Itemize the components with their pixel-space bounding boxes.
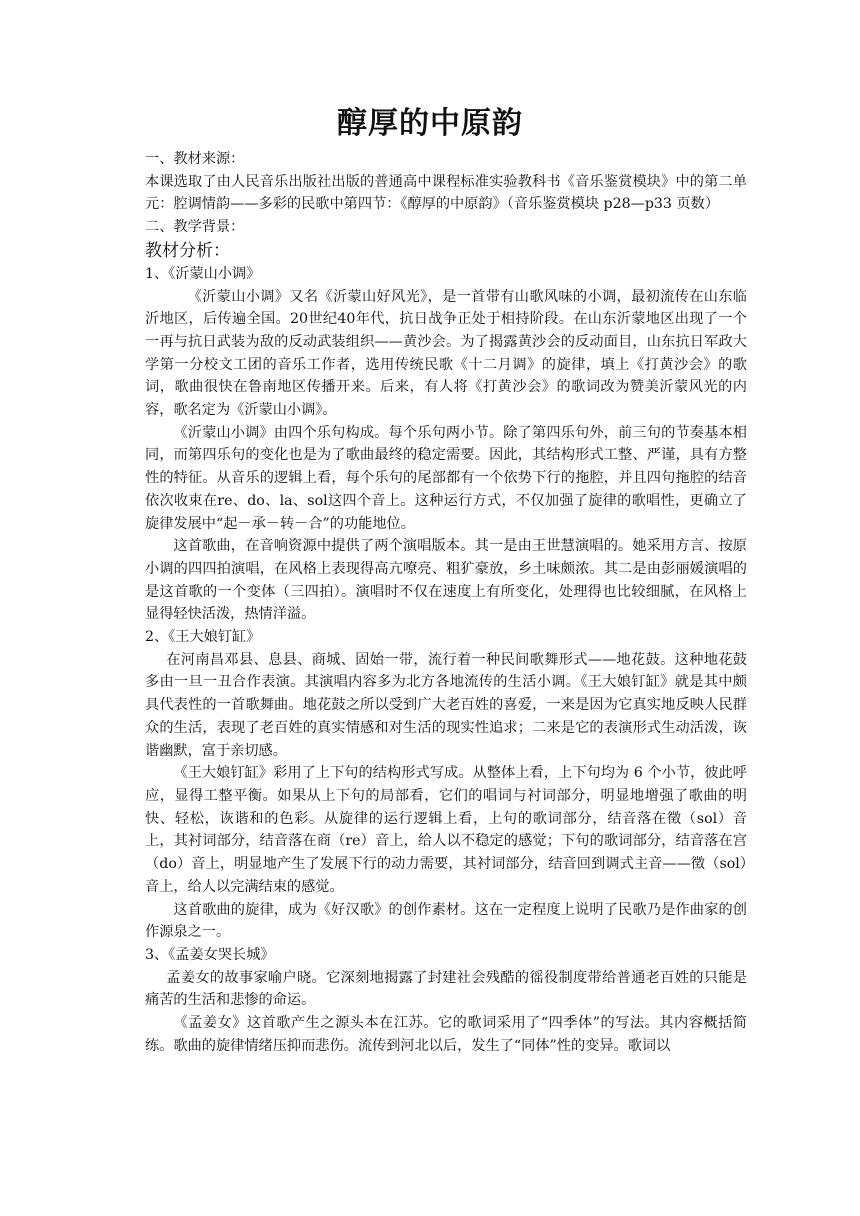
page-title: 醇厚的中原韵 (337, 106, 523, 141)
paragraph: 这首歌曲的旋律，成为《好汉歌》的创作素材。这在一定程度上说明了民歌乃是作曲家的创作源泉之一。 (145, 901, 747, 941)
paragraph: 在河南昌邓县、息县、商城、固始一带，流行着一种民间歌舞形式——地花鼓。这种地花鼓多由一旦一丑合作表演。其演唱内容多为北方各地流传的生活小调。《王大娘钉缸》就是其中颇具代表性的一首歌舞曲。地花鼓之所以受到广大老百姓的喜爱，一来是因为它真实地反映人民群众的生活，表现了老百姓的真实情感和对生活的现实性追求；二来是它的表演形式生动活泼，诙谐幽默，富于亲切感。 (145, 651, 747, 759)
source-paragraph: 本课选取了由人民音乐出版社出版的普通高中课程标准实验教科书《音乐鉴赏模块》中的第二单元：腔调情韵——多彩的民歌中第四节：《醇厚的中原韵》（音乐鉴赏模块 p28—p33 页数） (145, 173, 747, 213)
document-body (145, 148, 747, 1057)
paragraph: 《孟姜女》这首歌产生之源头本在江苏。它的歌词采用了“四季体”的写法。其内容概括简练。歌曲的旋律情绪压抑而悲伤。流传到河北以后，发生了“同体”性的变异。歌词以 (145, 1015, 747, 1054)
song-heading-yimeng: 1、《沂蒙山小调》 (145, 265, 261, 282)
paragraph: 孟姜女的故事家喻户晓。它深刻地揭露了封建社会残酷的徭役制度带给普通老百姓的只能是痛苦的生活和悲惨的命运。 (145, 969, 747, 1009)
paragraph: 《沂蒙山小调》由四个乐句构成。每个乐句两小节。除了第四乐句外，前三句的节奏基本相同，而第四乐句的变化也是为了歌曲最终的稳定需要。因此，其结构形式工整、严谨，具有方整性的特征。从音乐的逻辑上看，每个乐句的尾部都有一个依势下行的拖腔，并且四句拖腔的结音依次收束在re、do、la、sol这四个音上。这种运行方式，不仅加强了旋律的歌唱性，更确立了旋律发展中“起－承－转－合”的功能地位。 (145, 424, 747, 532)
paragraph: 《王大娘钉缸》彩用了上下句的结构形式写成。从整体上看，上下句均为 6 个小节，彼此呼应，显得工整平衡。如果从上下句的局部看，它们的唱词与衬词部分，明显地增强了歌曲的明快、轻松，诙谐和的色彩。从旋律的运行逻辑上看，上句的歌词部分，结音落在徵（sol）音上，其衬词部分，结音落在商（re）音上，给人以不稳定的感觉；下句的歌词部分，结音落在宫（do）音上，明显地产生了发展下行的动力需要，其衬词部分，结音回到调式主音——徵（sol）音上，给人以完满结束的感觉。 (145, 765, 747, 895)
song-heading-mengjiangnv: 3、《孟姜女哭长城》 (145, 946, 275, 963)
paragraph: 《沂蒙山小调》又名《沂蒙山好风光》，是一首带有山歌风味的小调，最初流传在山东临沂地区，后传遍全国。20世纪40年代，抗日战争正处于相持阶段。在山东沂蒙地区出现了一个一再与抗日武装为敌的反动武装组织——黄沙会。为了揭露黄沙会的反动面目，山东抗日军政大学第一分校文工团的音乐工作者，选用传统民歌《十二月调》的旋律，填上《打黄沙会》的歌词，歌曲很快在鲁南地区传播开来。后来，有人将《打黄沙会》的歌词改为赞美沂蒙风光的内容，歌名定为《沂蒙山小调》。 (145, 288, 747, 419)
section-heading-background: 二、教学背景： (145, 219, 245, 236)
song-heading-wangdaniang: 2、《王大娘钉缸》 (145, 629, 261, 646)
paragraph: 这首歌曲，在音响资源中提供了两个演唱版本。其一是由王世慧演唱的。她采用方言、按原小调的四四拍演唱，在风格上表现得高亢嘹亮、粗犷豪放，乡土味颇浓。其二是由彭丽媛演唱的是这首歌的一个变体（三四拍）。演唱时不仅在速度上有所变化，处理得也比较细腻，在风格上显得轻快活泼，热情洋溢。 (145, 538, 747, 623)
section-heading-source: 一、教材来源： (145, 151, 245, 167)
subheading-analysis: 教材分析： (145, 240, 230, 261)
